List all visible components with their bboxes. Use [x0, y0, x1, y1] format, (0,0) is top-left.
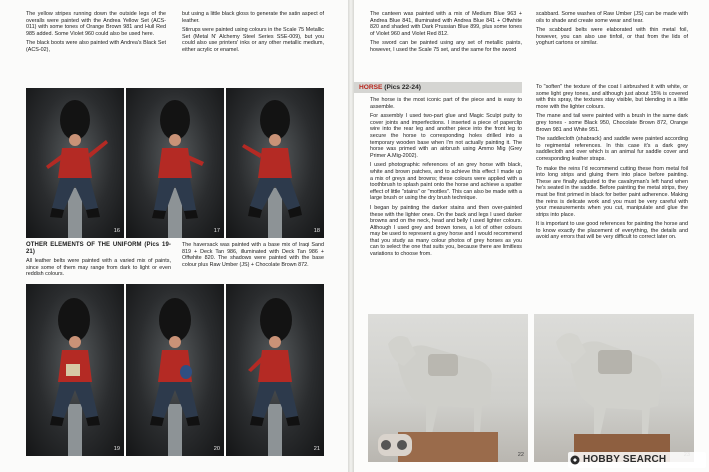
- paragraph: Stirrups were painted using colours in the Scale 75 Metallic Set (Metal N' Alchemy Steel Series SSE-009), but you could also use printers' inks or any other metallic medium, either acrylic or enamel.: [182, 27, 324, 53]
- photo-20: [126, 284, 224, 456]
- paragraph: All leather belts were painted with a varied mix of paints, since some of them may range from dark to light or even reddish colours.: [26, 258, 171, 278]
- paragraph: To make the reins I'd recommend cutting these from metal foil into long strips and gluing them into place before painting. These are finally adjusted to the cavalryman's left hand when he's seated in the saddle. Before painting the metal strips, they must be first primed in black for better paint adherence. Making the reins is delicate work and you must be very careful with your measurements when you cut, manipulate and glue the strips into place.: [536, 165, 688, 218]
- haversack-text: [182, 242, 324, 271]
- paragraph: The horse is the most iconic part of the piece and is easy to assemble.: [370, 97, 522, 110]
- soldier-figure-image: [226, 88, 324, 238]
- soldier-figure-image: [26, 284, 124, 456]
- paragraph: The saddlecloth (shabrack) and saddle were painted according to regimental references. In this case it's a dark grey saddlecloth and over which is an animal fur saddle cover and corresponding leather straps.: [536, 136, 688, 162]
- soldier-figure-image: [226, 284, 324, 456]
- photo-number: 21: [313, 446, 320, 452]
- photo-18: [226, 88, 324, 238]
- photo-number: 22: [517, 452, 524, 458]
- paragraph: For assembly I used two-part glue and Magic Sculpt putty to cover joints and imperfections. I inserted a piece of paperclip wire into the rear leg and another piece into the front leg to secure the horse to corresponding holes drilled into a temporary wooden base when I'm not actually painting it. The horse was primed with an airbrush using Ammo Mig (Grey Primer A.Mig-2002).: [370, 113, 522, 159]
- paragraph: I used photographic references of an grey horse with black, white and brown patches, and to achieve this effect I made up a mix of greys and browns; these colours were applied with a toothbrush to splash paint onto the horse and achieve a spatter effect of little "stains" or "mottles". This can also be made with a large brush or using the dry brush technique.: [370, 162, 522, 202]
- paragraph: The yellow stripes running down the outside legs of the overalls were painted with the Andrea Yellow Set (ACS-011) with some tones of Orange Brown 981 and Hull Red 985 added. Some Violet 960 could also be used here.: [26, 11, 166, 37]
- section-heading: OTHER ELEMENTS OF THE UNIFORM (Pics 19-21): [26, 242, 171, 255]
- horse-model-image: [534, 314, 694, 462]
- hobby-search-watermark: [568, 452, 706, 468]
- left-page: [0, 0, 348, 472]
- right-page: [354, 0, 709, 472]
- soldier-figure-image: [126, 88, 224, 238]
- paragraph: To "soften" the texture of the coat I airbrushed it with white, or some light grey tones, and although just about 15% is covered with this spray, the textures stay visible, but blending in a little more with the lighter colours.: [536, 84, 688, 110]
- photo-number: 16: [113, 228, 120, 234]
- paragraph: The scabbard belts were elaborated with thin metal foil, however, you can also use tinfoil, or that from the lids of yoghurt cartons or similar.: [536, 27, 688, 47]
- paragraph: The black boots were also painted with Andrea's Black Set (ACS-02),: [26, 40, 166, 53]
- hobby-search-logo-icon: [570, 455, 580, 465]
- photo-number: 18: [313, 228, 320, 234]
- photo-number: 19: [113, 446, 120, 452]
- photo-16: [26, 88, 124, 238]
- paragraph: The canteen was painted with a mix of Medium Blue 963 + Andrea Blue 841, illuminated with Andrea Blue 841 + Offwhite 820 and shaded with Dark Prussian Blue 899, plus some tones of Violet 960 and Violet Red 812.: [370, 11, 522, 37]
- uniform-section: [26, 242, 171, 281]
- right-col2-top-text: [536, 11, 688, 50]
- paragraph: The haversack was painted with a base mix of Iraqi Sand 819 + Deck Tan 986, illuminated with Deck Tan 986 + Offwhite 820. The shadows were painted with the base colour plus Raw Umber (JS) + Chocolate Brown 872.: [182, 242, 324, 268]
- soldier-figure-image: [126, 284, 224, 456]
- paragraph: but using a little black gloss to generate the satin aspect of leather.: [182, 11, 324, 24]
- photo-19: [26, 284, 124, 456]
- photo-22: [368, 314, 528, 462]
- photo-17: [126, 88, 224, 238]
- left-col2-top-text: [182, 11, 324, 57]
- photo-number: 17: [213, 228, 220, 234]
- paragraph: I began by painting the darker stains and then over-painted these with the lighter ones. On the back and legs I used darker browns and on the neck, head and belly I used lighter colours. Although I used grey and brown tones, a lot of other colours may be used to represent a grey horse and I would recommend that you study as many colour photos of grey horses as you can to select the one that suits you, because there are limitless variations to choose from.: [370, 204, 522, 258]
- paragraph: It is important to use good references for painting the horse and to know exactly the placement of everything, the details and avoid any errors that will be very difficult to correct later on.: [536, 221, 688, 241]
- photo-21: [226, 284, 324, 456]
- horse-section-bar: [354, 82, 522, 93]
- right-col1-top-text: [370, 11, 522, 57]
- horse-col2-text: [536, 84, 688, 244]
- horse-model-image: [368, 314, 528, 462]
- watermark-text: HOBBY SEARCH: [583, 454, 667, 465]
- soldier-figure-image: [26, 88, 124, 238]
- horse-col1-text: [370, 97, 522, 261]
- section-heading: [359, 84, 421, 91]
- photo-23: [534, 314, 694, 462]
- paragraph: The mane and tail were painted with a brush in the same dark grey tones - some Black 950, Chocolate Brown 872, Orange Brown 981 and White 951.: [536, 113, 688, 133]
- section-pics: (Pics 22-24): [384, 84, 421, 91]
- section-title: HORSE: [359, 84, 383, 91]
- photo-number: 20: [213, 446, 220, 452]
- left-col1-top-text: [26, 11, 166, 57]
- paragraph: The sword can be painted using any set of metallic paints, however, I used the Scale 75 set, and the same for the sword: [370, 40, 522, 53]
- paragraph: scabbard. Some washes of Raw Umber (JS) can be made with oils to shade and create some wear and tear.: [536, 11, 688, 24]
